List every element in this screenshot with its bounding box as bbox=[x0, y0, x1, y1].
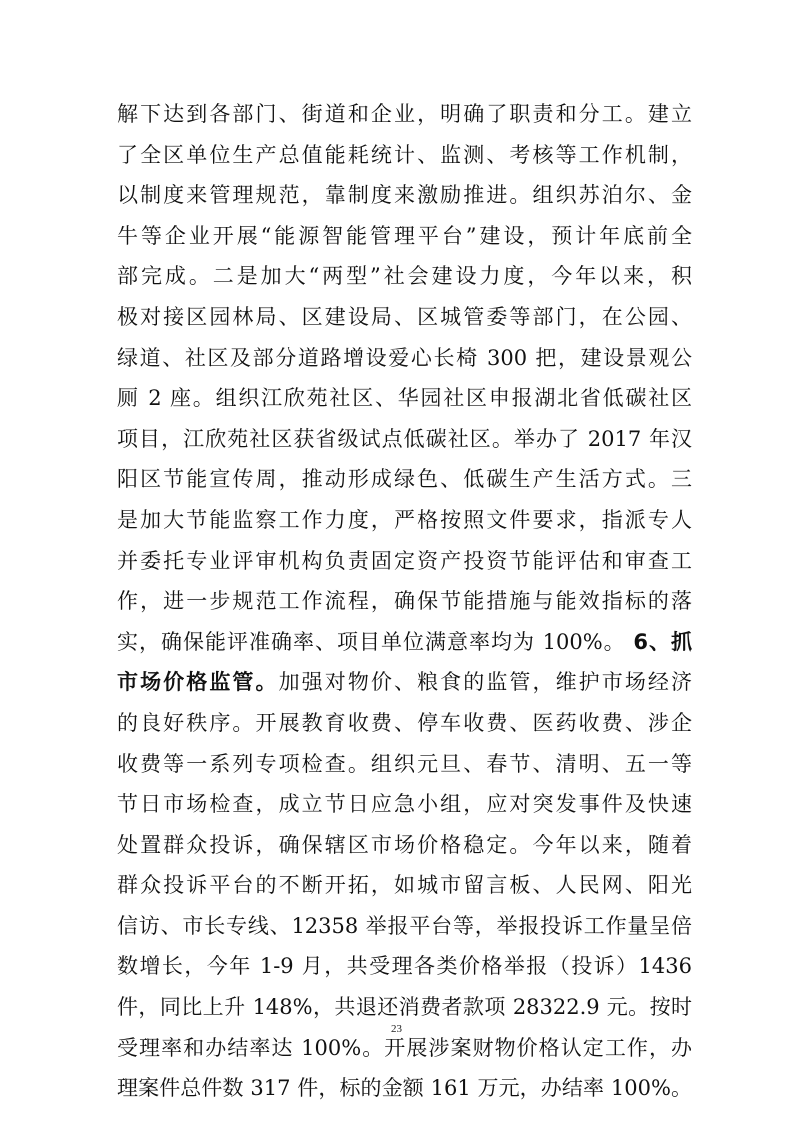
body-text bbox=[117, 94, 692, 1109]
text-line: 节日市场检查，成立节日应急小组，应对突发事件及快速 bbox=[117, 792, 692, 817]
text-line: 的良好秩序。开展教育收费、停车收费、医药收费、涉企 bbox=[117, 710, 692, 735]
text-line: 并委托专业评审机构负责固定资产投资节能评估和审查工 bbox=[117, 548, 692, 573]
text-line: 极对接区园林局、区建设局、区城管委等部门，在公园、 bbox=[117, 304, 692, 329]
text-line: 信访、市长专线、12358 举报平台等，举报投诉工作量呈倍 bbox=[117, 913, 692, 938]
text-line: 厕 2 座。组织江欣苑社区、华园社区申报湖北省低碳社区 bbox=[117, 386, 692, 411]
text-line: 项目，江欣苑社区获省级试点低碳社区。举办了 2017 年汉 bbox=[117, 426, 692, 451]
text-line: 受理率和办结率达 100%。开展涉案财物价格认定工作，办 bbox=[117, 1035, 692, 1060]
text-line: 群众投诉平台的不断开拓，如城市留言板、人民网、阳光 bbox=[117, 873, 692, 898]
text-line: 作，进一步规范工作流程，确保节能措施与能效指标的落 bbox=[117, 589, 692, 614]
text-line: 绿道、社区及部分道路增设爱心长椅 300 把，建设景观公 bbox=[117, 345, 692, 370]
page-number: 23 bbox=[391, 1023, 402, 1035]
text-line: 牛等企业开展“能源智能管理平台”建设，预计年底前全 bbox=[117, 223, 692, 248]
text-line: 数增长，今年 1-9 月，共受理各类价格举报（投诉）1436 bbox=[117, 954, 692, 979]
section-heading-number: 6、抓 bbox=[633, 629, 692, 654]
text-line-with-heading bbox=[117, 622, 692, 663]
text-segment: 实，确保能评准确率、项目单位满意率均为 100%。 bbox=[117, 629, 626, 654]
text-line: 了全区单位生产总值能耗统计、监测、考核等工作机制， bbox=[117, 142, 692, 167]
text-line: 解下达到各部门、街道和企业，明确了职责和分工。建立 bbox=[117, 102, 692, 126]
text-line: 收费等一系列专项检查。组织元旦、春节、清明、五一等 bbox=[117, 751, 692, 776]
text-line: 阳区节能宣传周，推动形成绿色、低碳生产生活方式。三 bbox=[117, 467, 692, 492]
text-line: 处置群众投诉，确保辖区市场价格稳定。今年以来，随着 bbox=[117, 832, 692, 857]
text-segment: 加强对物价、粮食的监管，维护市场经济 bbox=[278, 670, 692, 695]
text-line: 件，同比上升 148%，共退还消费者款项 28322.9 元。按时 bbox=[117, 995, 692, 1020]
section-heading: 市场价格监管。 bbox=[117, 670, 279, 695]
text-line: 是加大节能监察工作力度，严格按照文件要求，指派专人 bbox=[117, 507, 692, 532]
text-line-with-heading bbox=[117, 662, 692, 703]
text-line: 以制度来管理规范，靠制度来激励推进。组织苏泊尔、金 bbox=[117, 183, 692, 208]
text-line: 理案件总件数 317 件，标的金额 161 万元，办结率 100%。 bbox=[117, 1076, 692, 1101]
text-line: 部完成。二是加大“两型”社会建设力度，今年以来，积 bbox=[117, 264, 692, 289]
